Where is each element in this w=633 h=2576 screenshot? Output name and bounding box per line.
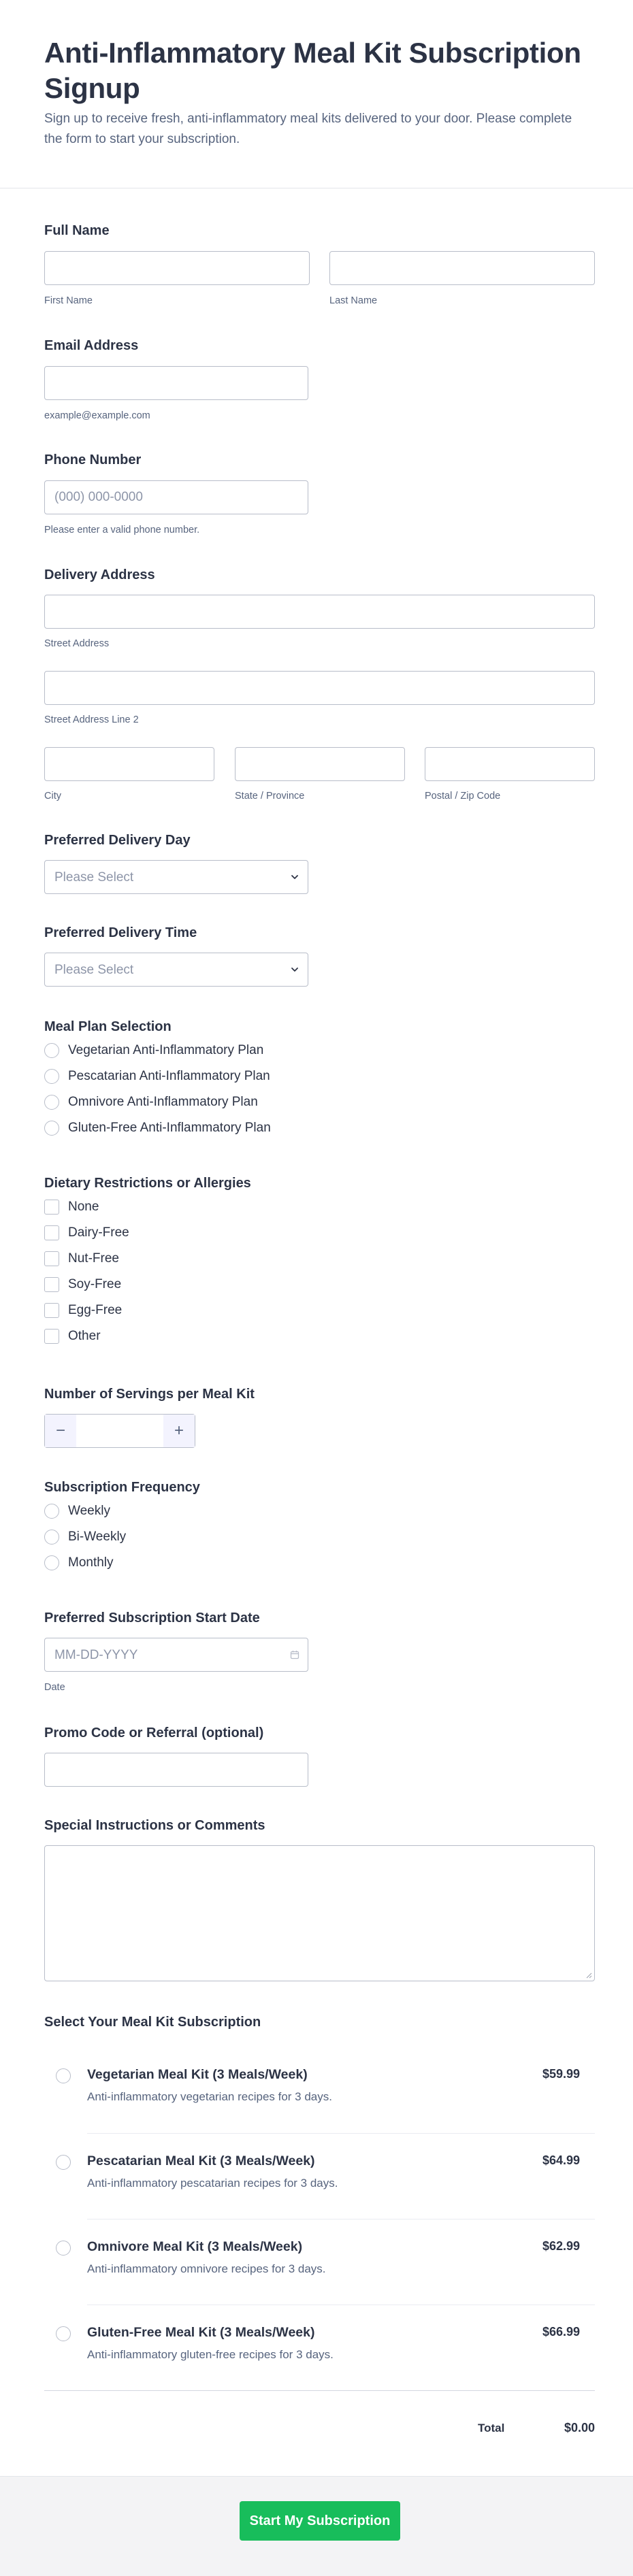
submit-button[interactable]: Start My Subscription: [240, 2501, 400, 2541]
form-subtitle: Sign up to receive fresh, anti-inflammatory meal kits delivered to your door. Please complete the form to start your subscription.: [44, 112, 572, 146]
instructions-textarea[interactable]: [44, 1845, 595, 1981]
phone-field: [44, 452, 595, 540]
dietary-option[interactable]: [44, 1198, 99, 1216]
dietary-option[interactable]: [44, 1250, 119, 1268]
checkbox[interactable]: [44, 1303, 59, 1318]
dietary-field: [44, 1175, 595, 1359]
email-label: Email Address: [44, 338, 139, 353]
instructions-field: [44, 1817, 595, 1984]
start-date-sublabel: Date: [44, 1682, 65, 1693]
street-sublabel: Street Address: [44, 638, 110, 649]
frequency-option[interactable]: [44, 1554, 114, 1572]
city-input[interactable]: [44, 747, 214, 781]
radio-button[interactable]: [44, 1504, 59, 1519]
start-date-field: [44, 1610, 595, 1698]
dietary-option[interactable]: [44, 1302, 122, 1319]
state-sublabel: State / Province: [235, 791, 305, 802]
email-input[interactable]: [44, 366, 308, 400]
increment-button[interactable]: +: [163, 1415, 195, 1447]
chevron-down-icon: [290, 965, 299, 974]
product-price: $62.99: [542, 2239, 580, 2253]
checkbox[interactable]: [44, 1225, 59, 1240]
frequency-option[interactable]: [44, 1528, 126, 1546]
meal-plan-option[interactable]: [44, 1119, 271, 1137]
radio-button[interactable]: [44, 1530, 59, 1545]
product-name: Omnivore Meal Kit (3 Meals/Week): [87, 2239, 303, 2254]
dietary-option[interactable]: [44, 1224, 129, 1242]
meal-plan-option-label: Pescatarian Anti-Inflammatory Plan: [68, 1069, 270, 1083]
dietary-option-label: Soy-Free: [68, 1277, 122, 1291]
start-date-label: Preferred Subscription Start Date: [44, 1611, 260, 1625]
dietary-option-label: None: [68, 1200, 99, 1214]
address-field: [44, 567, 595, 805]
dietary-label: Dietary Restrictions or Allergies: [44, 1176, 251, 1191]
dietary-option-label: Dairy-Free: [68, 1225, 129, 1240]
checkbox[interactable]: [44, 1251, 59, 1266]
dietary-option[interactable]: [44, 1327, 101, 1345]
frequency-option[interactable]: [44, 1502, 110, 1520]
first-name-sublabel: First Name: [44, 295, 93, 306]
product-name: Gluten-Free Meal Kit (3 Meals/Week): [87, 2325, 315, 2340]
frequency-option-label: Monthly: [68, 1555, 114, 1570]
radio-button[interactable]: [44, 1095, 59, 1110]
promo-label: Promo Code or Referral (optional): [44, 1725, 264, 1740]
delivery-day-label: Preferred Delivery Day: [44, 833, 191, 848]
delivery-time-field: [44, 925, 595, 993]
zip-input[interactable]: [425, 747, 595, 781]
meal-plan-option[interactable]: [44, 1093, 258, 1111]
product-name: Vegetarian Meal Kit (3 Meals/Week): [87, 2067, 308, 2082]
frequency-field: [44, 1479, 595, 1581]
product-description: Anti-inflammatory pescatarian recipes for 3 days.: [87, 2177, 338, 2190]
street2-input[interactable]: [44, 671, 595, 705]
last-name-input[interactable]: [329, 251, 595, 285]
email-field: [44, 337, 595, 426]
radio-button[interactable]: [44, 1043, 59, 1058]
product-item[interactable]: [44, 2140, 595, 2226]
street-input[interactable]: [44, 595, 595, 629]
delivery-time-label: Preferred Delivery Time: [44, 925, 197, 940]
calendar-icon[interactable]: [290, 1650, 299, 1659]
phone-label: Phone Number: [44, 452, 142, 467]
promo-input[interactable]: [44, 1753, 308, 1787]
dietary-option-label: Nut-Free: [68, 1251, 119, 1266]
radio-button[interactable]: [44, 1121, 59, 1136]
product-price: $59.99: [542, 2067, 580, 2081]
frequency-option-label: Weekly: [68, 1504, 110, 1518]
product-item[interactable]: [44, 2226, 595, 2311]
zip-sublabel: Postal / Zip Code: [425, 791, 501, 802]
dietary-option-label: Other: [68, 1329, 101, 1343]
form-footer: [0, 2476, 633, 2576]
start-date-placeholder: MM-DD-YYYY: [54, 1648, 138, 1662]
state-input[interactable]: [235, 747, 405, 781]
delivery-day-field: [44, 832, 595, 900]
full-name-label: Full Name: [44, 223, 110, 238]
last-name-sublabel: Last Name: [329, 295, 378, 306]
delivery-day-placeholder: Please Select: [54, 870, 134, 885]
radio-button[interactable]: [56, 2155, 71, 2170]
phone-sublabel: Please enter a valid phone number.: [44, 525, 200, 535]
email-sublabel: example@example.com: [44, 410, 150, 421]
products-field: [44, 2014, 595, 2034]
decrement-button[interactable]: −: [45, 1415, 76, 1447]
meal-plan-option[interactable]: [44, 1042, 263, 1059]
product-price: $66.99: [542, 2325, 580, 2339]
promo-field: [44, 1725, 595, 1793]
form-header: [0, 0, 633, 188]
dietary-option-label: Egg-Free: [68, 1303, 123, 1317]
full-name-field: [44, 222, 595, 311]
radio-button[interactable]: [44, 1069, 59, 1084]
phone-input[interactable]: [44, 480, 308, 514]
start-date-input[interactable]: [44, 1638, 308, 1672]
city-sublabel: City: [44, 791, 61, 802]
divider: [87, 2133, 595, 2134]
servings-field: [44, 1386, 595, 1454]
meal-plan-option-label: Vegetarian Anti-Inflammatory Plan: [68, 1043, 264, 1057]
meal-plan-label: Meal Plan Selection: [44, 1019, 172, 1034]
delivery-time-placeholder: Please Select: [54, 963, 134, 977]
frequency-option-label: Bi-Weekly: [68, 1530, 127, 1544]
products-label: Select Your Meal Kit Subscription: [44, 2015, 261, 2030]
product-item[interactable]: [44, 2311, 595, 2397]
divider: [44, 2390, 595, 2391]
servings-stepper[interactable]: [44, 1414, 195, 1448]
product-description: Anti-inflammatory gluten-free recipes for 3 days.: [87, 2348, 334, 2361]
street2-sublabel: Street Address Line 2: [44, 714, 139, 725]
meal-plan-option-label: Omnivore Anti-Inflammatory Plan: [68, 1095, 258, 1109]
checkbox[interactable]: [44, 1329, 59, 1344]
meal-plan-option[interactable]: [44, 1068, 270, 1085]
first-name-input[interactable]: [44, 251, 310, 285]
meal-plan-option-label: Gluten-Free Anti-Inflammatory Plan: [68, 1121, 271, 1135]
product-description: Anti-inflammatory vegetarian recipes for 3 days.: [87, 2090, 332, 2103]
total-label: Total: [478, 2422, 505, 2434]
chevron-down-icon: [290, 872, 299, 882]
product-item[interactable]: [44, 2053, 595, 2139]
radio-button[interactable]: [56, 2326, 71, 2341]
product-price: $64.99: [542, 2153, 580, 2167]
dietary-option[interactable]: [44, 1276, 121, 1293]
instructions-label: Special Instructions or Comments: [44, 1818, 265, 1833]
radio-button[interactable]: [56, 2241, 71, 2256]
radio-button[interactable]: [44, 1555, 59, 1570]
servings-input[interactable]: [76, 1415, 163, 1447]
resize-handle-icon[interactable]: [585, 1972, 592, 1979]
checkbox[interactable]: [44, 1277, 59, 1292]
meal-plan-field: [44, 1019, 595, 1148]
checkbox[interactable]: [44, 1200, 59, 1215]
radio-button[interactable]: [56, 2068, 71, 2083]
total-value: $0.00: [564, 2421, 595, 2434]
product-description: Anti-inflammatory omnivore recipes for 3 days.: [87, 2262, 326, 2275]
frequency-label: Subscription Frequency: [44, 1480, 200, 1495]
form-title: Anti-Inflammatory Meal Kit Subscription Signup: [44, 37, 581, 104]
delivery-day-select[interactable]: [44, 860, 308, 894]
address-label: Delivery Address: [44, 567, 155, 582]
servings-label: Number of Servings per Meal Kit: [44, 1387, 255, 1402]
delivery-time-select[interactable]: [44, 953, 308, 987]
product-name: Pescatarian Meal Kit (3 Meals/Week): [87, 2153, 315, 2168]
